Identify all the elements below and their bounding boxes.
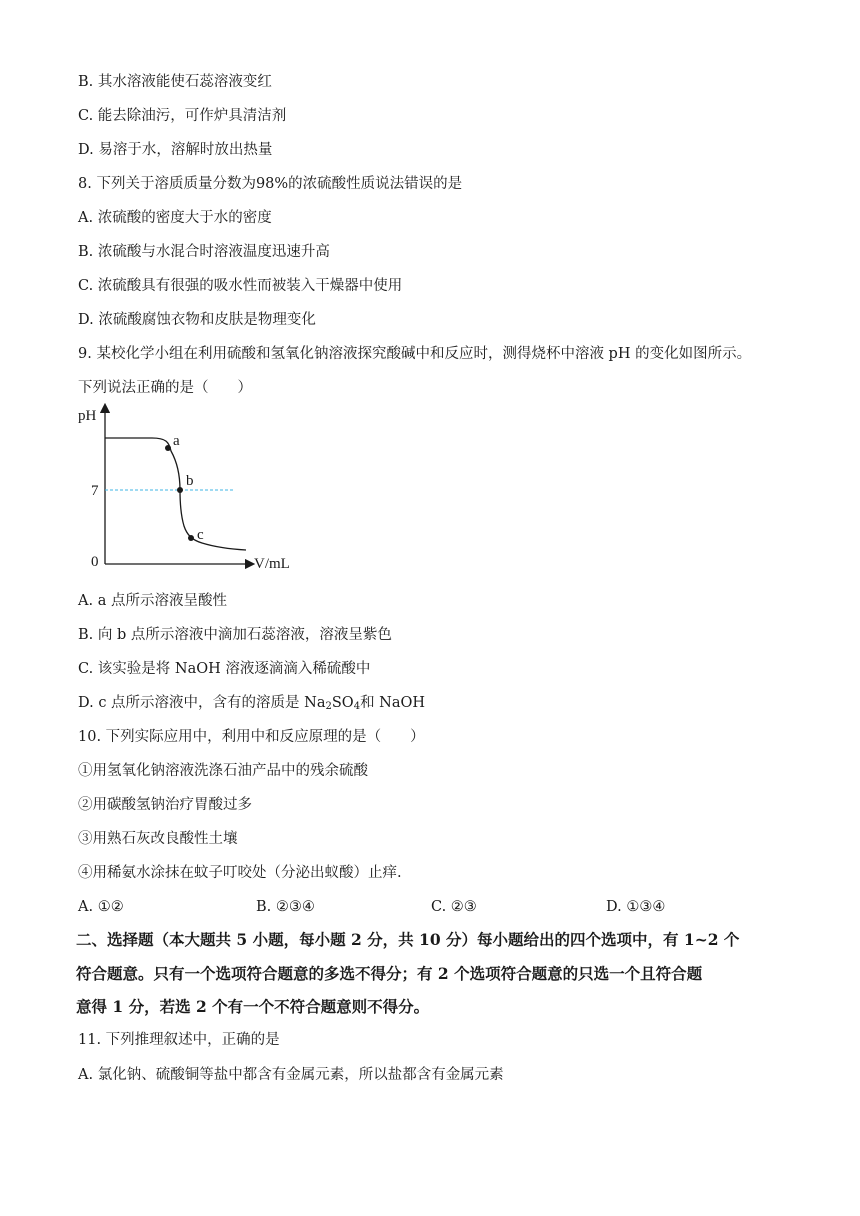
q9-stem-line1: 9. 某校化学小组在利用硫酸和氢氧化钠溶液探究酸碱中和反应时，测得烧杯中溶液 pH 的变化如图所示。 bbox=[78, 346, 752, 362]
q10-option-d: D. ①③④ bbox=[606, 899, 666, 915]
q9-option-d: D. c 点所示溶液中，含有的溶质是 $Na_2SO_4$和 NaOH bbox=[78, 695, 426, 712]
point-c-dot bbox=[188, 535, 194, 541]
q9-stem-line2: 下列说法正确的是（ ） bbox=[78, 380, 252, 396]
origin-label: 0 bbox=[91, 554, 99, 570]
section2-instructions-line2: 符合题意。只有一个选项符合题意的多选不得分；有 2 个选项符合题意的只选一个且符合题 bbox=[76, 964, 703, 983]
q10-item-1: ①用氢氧化钠溶液洗涤石油产品中的残余硫酸 bbox=[78, 763, 368, 779]
q9-option-c: C. 该实验是将 NaOH 溶液逐滴滴入稀硫酸中 bbox=[78, 661, 371, 677]
q8-option-d: D. 浓硫酸腐蚀衣物和皮肤是物理变化 bbox=[78, 312, 316, 328]
point-a-label: a bbox=[173, 433, 180, 449]
section2-instructions-line3: 意得 1 分，若选 2 个有一个不符合题意则不得分。 bbox=[76, 997, 430, 1016]
point-b-label: b bbox=[186, 473, 194, 489]
q8-option-a: A. 浓硫酸的密度大于水的密度 bbox=[78, 210, 272, 226]
q9-option-a: A. a 点所示溶液呈酸性 bbox=[78, 593, 227, 609]
section2-instructions-line1: 二、选择题（本大题共 5 小题，每小题 2 分，共 10 分）每小题给出的四个选项中，有 1~2 个 bbox=[76, 930, 740, 949]
q10-item-3: ③用熟石灰改良酸性土壤 bbox=[78, 831, 238, 847]
q10-option-c: C. ②③ bbox=[431, 899, 477, 915]
point-b-dot bbox=[177, 487, 183, 493]
q7-option-d: D. 易溶于水，溶解时放出热量 bbox=[78, 142, 273, 158]
q10-stem: 10. 下列实际应用中，利用中和反应原理的是（ ） bbox=[78, 729, 425, 745]
y-axis-label: pH bbox=[78, 408, 97, 424]
q8-option-c: C. 浓硫酸具有很强的吸水性而被装入干燥器中使用 bbox=[78, 278, 403, 294]
q7-option-b: B. 其水溶液能使石蕊溶液变红 bbox=[78, 74, 272, 90]
x-axis-label: V/mL bbox=[254, 556, 290, 572]
q10-item-4: ④用稀氨水涂抹在蚊子叮咬处（分泌出蚁酸）止痒. bbox=[78, 865, 402, 881]
q8-option-b: B. 浓硫酸与水混合时溶液温度迅速升高 bbox=[78, 244, 330, 260]
ph-curve bbox=[105, 438, 246, 550]
q10-item-2: ②用碳酸氢钠治疗胃酸过多 bbox=[78, 797, 252, 813]
ph-curve-figure bbox=[70, 398, 300, 578]
q10-option-a: A. ①② bbox=[78, 899, 124, 915]
q7-option-c: C. 能去除油污，可作炉具清洁剂 bbox=[78, 108, 287, 124]
q9-option-b: B. 向 b 点所示溶液中滴加石蕊溶液，溶液呈紫色 bbox=[78, 627, 392, 643]
q11-stem: 11. 下列推理叙述中，正确的是 bbox=[78, 1032, 280, 1048]
q8-stem: 8. 下列关于溶质质量分数为98%的浓硫酸性质说法错误的是 bbox=[78, 176, 463, 192]
q11-option-a: A. 氯化钠、硫酸铜等盐中都含有金属元素，所以盐都含有金属元素 bbox=[78, 1067, 504, 1083]
q10-option-b: B. ②③④ bbox=[256, 899, 315, 915]
point-a-dot bbox=[165, 445, 171, 451]
ph7-label: 7 bbox=[91, 483, 99, 499]
point-c-label: c bbox=[197, 527, 204, 543]
